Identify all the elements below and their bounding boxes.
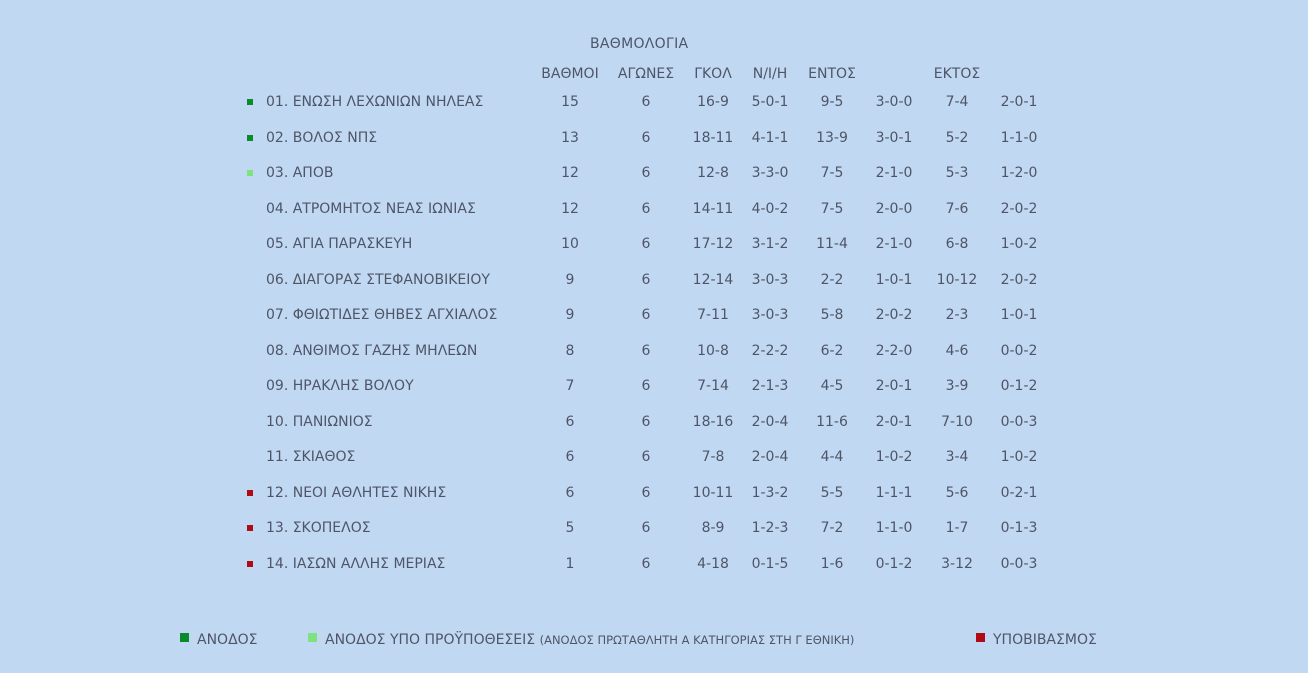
- cell-home-wdl: 2-1-0: [875, 236, 913, 252]
- cell-games: 6: [641, 200, 651, 217]
- team-name: 07. ΦΘΙΩΤΙΔΕΣ ΘΗΒΕΣ ΑΓΧΙΑΛΟΣ: [266, 307, 498, 323]
- cell-points: 12: [561, 165, 579, 181]
- cell-away-wdl: 1-2-0: [1000, 165, 1038, 181]
- cell-games: 6: [641, 94, 651, 110]
- cell-away-goals: 3-4: [945, 449, 969, 465]
- cell-home-goals: 1-6: [820, 555, 844, 572]
- cell-home-goals: 9-5: [820, 94, 844, 110]
- cell-away-wdl: 1-0-2: [1000, 236, 1038, 252]
- cell-points: 5: [565, 520, 575, 536]
- cell-goals: 14-11: [692, 200, 734, 217]
- cell-wdl: 3-1-2: [751, 236, 789, 252]
- cell-away-wdl: 0-1-2: [1000, 378, 1038, 394]
- cell-wdl: 5-0-1: [751, 94, 789, 110]
- cell-points: 9: [565, 271, 575, 288]
- cell-goals: 4-18: [697, 555, 729, 572]
- legend-label-relegation: ΥΠΟΒΙΒΑΣΜΟΣ: [993, 632, 1097, 648]
- cell-points: 12: [561, 200, 579, 217]
- team-name: 06. ΔΙΑΓΟΡΑΣ ΣΤΕΦΑΝΟΒΙΚΕΙΟΥ: [266, 271, 490, 288]
- legend-label-conditional-promotion: [325, 630, 854, 650]
- cell-home-wdl: 2-2-0: [875, 342, 913, 359]
- column-header-wdl: Ν/Ι/Η: [752, 66, 788, 82]
- cell-goals: 18-11: [692, 129, 734, 146]
- cell-away-goals: 6-8: [945, 236, 969, 252]
- cell-away-goals: 2-3: [945, 307, 969, 323]
- cell-away-wdl: 1-0-2: [1000, 449, 1038, 465]
- cell-goals: 16-9: [697, 94, 729, 110]
- cell-away-goals: 7-4: [945, 94, 969, 110]
- team-name: 01. ΕΝΩΣΗ ΛΕΧΩΝΙΩΝ ΝΗΛΕΑΣ: [266, 94, 484, 110]
- column-header-goals: ΓΚΟΛ: [694, 66, 732, 82]
- cell-home-wdl: 2-0-1: [875, 378, 913, 394]
- conditional-promotion-marker-icon: [247, 170, 253, 176]
- cell-home-wdl: 1-0-2: [875, 449, 913, 465]
- cell-home-wdl: 3-0-0: [875, 94, 913, 110]
- cell-away-wdl: 1-0-1: [1000, 307, 1038, 323]
- cell-games: 6: [641, 484, 651, 501]
- cell-points: 7: [565, 378, 575, 394]
- cell-games: 6: [641, 165, 651, 181]
- cell-away-wdl: 2-0-1: [1000, 94, 1038, 110]
- cell-games: 6: [641, 271, 651, 288]
- cell-games: 6: [641, 307, 651, 323]
- cell-points: 8: [565, 342, 575, 359]
- team-name: 10. ΠΑΝΙΩΝΙΟΣ: [266, 413, 373, 430]
- relegation-marker-icon: [247, 561, 253, 567]
- cell-away-wdl: 0-0-2: [1000, 342, 1038, 359]
- team-name: 08. ΑΝΘΙΜΟΣ ΓΑΖΗΣ ΜΗΛΕΩΝ: [266, 342, 478, 359]
- team-name: 02. ΒΟΛΟΣ ΝΠΣ: [266, 129, 378, 146]
- cell-goals: 12-14: [692, 271, 734, 288]
- cell-points: 15: [561, 94, 579, 110]
- cell-home-goals: 2-2: [820, 271, 844, 288]
- cell-wdl: 1-3-2: [751, 484, 789, 501]
- cell-home-goals: 4-5: [820, 378, 844, 394]
- cell-points: 1: [565, 555, 575, 572]
- relegation-marker-icon: [247, 525, 253, 531]
- relegation-marker-icon: [247, 490, 253, 496]
- cell-wdl: 0-1-5: [751, 555, 789, 572]
- cell-home-wdl: 2-0-1: [875, 413, 913, 430]
- cell-away-goals: 3-12: [941, 555, 973, 572]
- cell-home-goals: 7-5: [820, 200, 844, 217]
- team-name: 04. ΑΤΡΟΜΗΤΟΣ ΝΕΑΣ ΙΩΝΙΑΣ: [266, 200, 476, 217]
- cell-goals: 12-8: [697, 165, 729, 181]
- cell-away-wdl: 1-1-0: [1000, 129, 1038, 146]
- cell-home-goals: 4-4: [820, 449, 844, 465]
- column-header-away: ΕΚΤΟΣ: [933, 66, 981, 82]
- cell-games: 6: [641, 555, 651, 572]
- cell-away-wdl: 0-2-1: [1000, 484, 1038, 501]
- cell-home-goals: 5-5: [820, 484, 844, 501]
- promotion-marker-icon: [247, 135, 253, 141]
- cell-home-goals: 5-8: [820, 307, 844, 323]
- cell-home-goals: 13-9: [816, 129, 848, 146]
- cell-home-wdl: 0-1-2: [875, 555, 913, 572]
- promotion-marker-icon: [247, 99, 253, 105]
- cell-wdl: 1-2-3: [751, 520, 789, 536]
- cell-wdl: 3-3-0: [751, 165, 789, 181]
- cell-games: 6: [641, 129, 651, 146]
- team-name: 11. ΣΚΙΑΘΟΣ: [266, 449, 356, 465]
- cell-away-goals: 7-10: [941, 413, 973, 430]
- cell-away-goals: 5-6: [945, 484, 969, 501]
- cell-away-goals: 4-6: [945, 342, 969, 359]
- team-name: 05. ΑΓΙΑ ΠΑΡΑΣΚΕΥΗ: [266, 236, 413, 252]
- cell-points: 6: [565, 413, 575, 430]
- legend-conditional-note: (ΑΝΟΔΟΣ ΠΡΩΤΑΘΛΗΤΗ Α ΚΑΤΗΓΟΡΙΑΣ ΣΤΗ Γ ΕΘΝΙΚΗ): [539, 633, 855, 647]
- cell-wdl: 4-1-1: [751, 129, 789, 146]
- cell-away-wdl: 0-0-3: [1000, 555, 1038, 572]
- table-title: ΒΑΘΜΟΛΟΓΙΑ: [590, 36, 689, 52]
- cell-games: 6: [641, 378, 651, 394]
- cell-away-goals: 10-12: [936, 271, 978, 288]
- cell-games: 6: [641, 236, 651, 252]
- cell-away-wdl: 2-0-2: [1000, 200, 1038, 217]
- cell-goals: 7-14: [697, 378, 729, 394]
- cell-points: 6: [565, 449, 575, 465]
- cell-wdl: 4-0-2: [751, 200, 789, 217]
- cell-points: 9: [565, 307, 575, 323]
- column-header-points: ΒΑΘΜΟΙ: [541, 66, 599, 82]
- cell-goals: 10-11: [692, 484, 734, 501]
- cell-games: 6: [641, 520, 651, 536]
- cell-away-goals: 5-3: [945, 165, 969, 181]
- cell-home-goals: 11-4: [816, 236, 848, 252]
- team-name: 09. ΗΡΑΚΛΗΣ ΒΟΛΟΥ: [266, 378, 414, 394]
- cell-games: 6: [641, 342, 651, 359]
- team-name: 14. ΙΑΣΩΝ ΑΛΛΗΣ ΜΕΡΙΑΣ: [266, 555, 446, 572]
- cell-wdl: 3-0-3: [751, 271, 789, 288]
- cell-points: 13: [561, 129, 579, 146]
- cell-games: 6: [641, 413, 651, 430]
- cell-goals: 18-16: [692, 413, 734, 430]
- promotion-swatch-icon: [180, 633, 189, 642]
- cell-home-wdl: 1-1-0: [875, 520, 913, 536]
- cell-goals: 10-8: [697, 342, 729, 359]
- cell-wdl: 2-2-2: [751, 342, 789, 359]
- cell-goals: 8-9: [701, 520, 725, 536]
- cell-away-goals: 7-6: [945, 200, 969, 217]
- cell-away-wdl: 0-1-3: [1000, 520, 1038, 536]
- conditional-promotion-swatch-icon: [308, 633, 317, 642]
- cell-games: 6: [641, 449, 651, 465]
- cell-away-goals: 5-2: [945, 129, 969, 146]
- cell-wdl: 2-0-4: [751, 413, 789, 430]
- team-name: 12. ΝΕΟΙ ΑΘΛΗΤΕΣ ΝΙΚΗΣ: [266, 484, 447, 501]
- cell-home-wdl: 2-0-2: [875, 307, 913, 323]
- cell-home-goals: 7-5: [820, 165, 844, 181]
- cell-home-wdl: 2-1-0: [875, 165, 913, 181]
- legend-label-promotion: ΑΝΟΔΟΣ: [197, 632, 258, 648]
- column-header-home: ΕΝΤΟΣ: [808, 66, 856, 82]
- cell-points: 10: [561, 236, 579, 252]
- cell-wdl: 2-0-4: [751, 449, 789, 465]
- cell-wdl: 3-0-3: [751, 307, 789, 323]
- cell-home-wdl: 3-0-1: [875, 129, 913, 146]
- team-name: 13. ΣΚΟΠΕΛΟΣ: [266, 520, 371, 536]
- column-header-games: ΑΓΩΝΕΣ: [617, 66, 675, 82]
- cell-wdl: 2-1-3: [751, 378, 789, 394]
- cell-away-goals: 3-9: [945, 378, 969, 394]
- legend-conditional-promotion-text: ΑΝΟΔΟΣ ΥΠΟ ΠΡΟΫΠΟΘΕΣΕΙΣ: [325, 632, 536, 648]
- cell-goals: 17-12: [692, 236, 734, 252]
- cell-home-goals: 11-6: [816, 413, 848, 430]
- cell-away-wdl: 0-0-3: [1000, 413, 1038, 430]
- cell-away-wdl: 2-0-2: [1000, 271, 1038, 288]
- relegation-swatch-icon: [976, 633, 985, 642]
- cell-points: 6: [565, 484, 575, 501]
- cell-home-goals: 7-2: [820, 520, 844, 536]
- cell-home-wdl: 2-0-0: [875, 200, 913, 217]
- cell-goals: 7-8: [701, 449, 725, 465]
- cell-home-wdl: 1-0-1: [875, 271, 913, 288]
- cell-home-goals: 6-2: [820, 342, 844, 359]
- team-name: 03. ΑΠΟΒ: [266, 165, 334, 181]
- cell-goals: 7-11: [697, 307, 729, 323]
- cell-home-wdl: 1-1-1: [875, 484, 913, 501]
- cell-away-goals: 1-7: [945, 520, 969, 536]
